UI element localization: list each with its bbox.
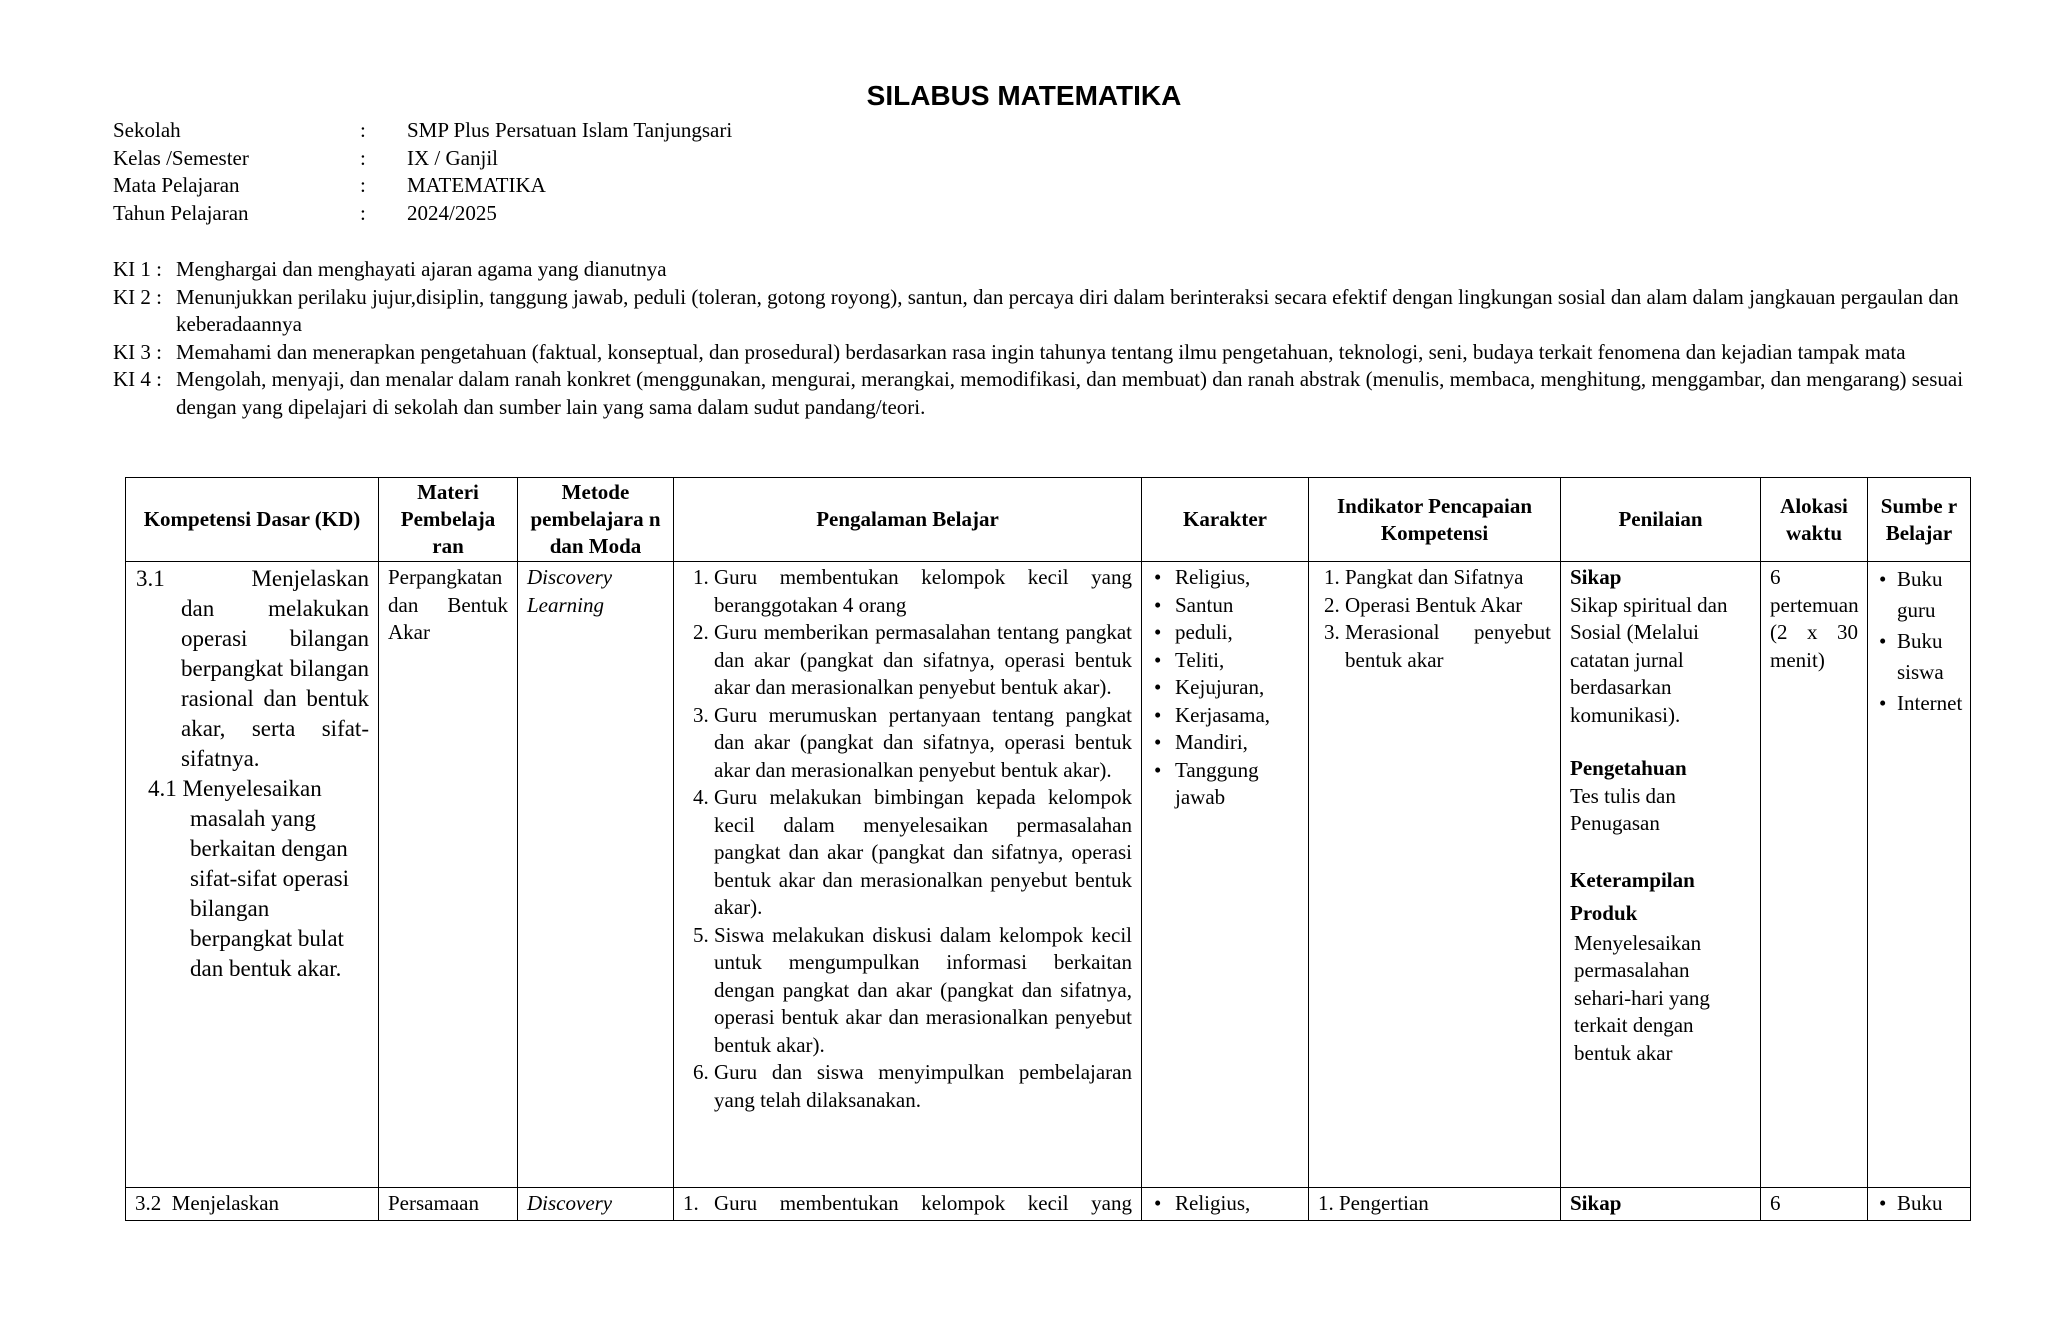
sumber-list <box>1877 1190 1961 1218</box>
meta-row-sekolah <box>113 117 732 145</box>
sumber-list <box>1877 564 1961 719</box>
meta-row-kelas <box>113 145 732 173</box>
materi-cell: Perpangkatan dan Bentuk Akar <box>379 562 518 1188</box>
pengalaman-list <box>683 564 1132 1114</box>
kd-cell <box>126 562 379 1188</box>
indikator-cell: 1. Pengertian <box>1309 1188 1561 1221</box>
list-item: • Kejujuran, <box>1175 674 1299 702</box>
table-header-row <box>126 478 1971 562</box>
ki-number: KI 1 : <box>113 257 162 281</box>
header-materi: Materi Pembelaja ran <box>379 478 518 562</box>
meta-colon: : <box>360 145 366 170</box>
karakter-list <box>1151 564 1299 812</box>
ki-text: Mengolah, menyaji, dan menalar dalam ranah konkret (menggunakan, mengurai, merangkai, memodifikasi, dan membuat) dan ranah abstrak (menulis, membaca, menghitung, menggambar, dan mengarang) sesuai dengan yang dipelajari di sekolah dan sumber lain yang sama dalam sudut pandang/teori. <box>176 367 1964 419</box>
list-item: 1. Pangkat dan Sifatnya <box>1345 564 1551 592</box>
ki-text: Memahami dan menerapkan pengetahuan (faktual, konseptual, dan prosedural) berdasarkan rasa ingin tahunya tentang ilmu pengetahuan, teknologi, seni, budaya terkait fenomena dan kejadian tampak mata <box>176 339 1906 364</box>
indikator-list <box>1318 564 1551 674</box>
kd-text: dan melakukan operasi bilangan berpangkat bilangan rasional dan bentuk akar, serta sifat-sifatnya. <box>181 596 369 771</box>
meta-label: Mata Pelajaran <box>113 173 240 197</box>
karakter-list <box>1151 1190 1299 1218</box>
kd-number: 3.1 <box>136 566 165 591</box>
header-indikator: Indikator Pencapaian Kompetensi <box>1309 478 1561 562</box>
list-item: 3. Guru merumuskan pertanyaan tentang pangkat dan akar (pangkat dan sifatnya, operasi bentuk akar dan merasionalkan penyebut bentuk akar). <box>714 702 1132 785</box>
penilaian-cell: Sikap <box>1561 1188 1761 1221</box>
meta-value: IX / Ganjil <box>407 145 498 170</box>
page-title: SILABUS MATEMATIKA <box>866 80 1182 111</box>
header-karakter: Karakter <box>1142 478 1309 562</box>
sumber-cell <box>1868 1188 1971 1221</box>
penilaian-heading: Keterampilan <box>1570 867 1695 892</box>
header-penilaian: Penilaian <box>1561 478 1761 562</box>
karakter-cell <box>1142 562 1309 1188</box>
list-item: • Religius, <box>1175 564 1299 592</box>
penilaian-text: Tes tulis dan Penugasan <box>1570 783 1676 835</box>
kd-number: 4.1 <box>148 776 177 801</box>
list-item: • Internet <box>1897 688 1961 719</box>
ki-number: KI 4 : <box>113 367 162 391</box>
list-item: • Religius, <box>1175 1190 1299 1218</box>
kd-first-word: Menyelesaikan <box>182 776 322 801</box>
kd-item-4-1 <box>136 774 369 984</box>
list-item: 1. Guru membentukan kelompok kecil yang beranggotakan 4 orang <box>714 564 1132 619</box>
penilaian-heading: Produk <box>1570 900 1638 925</box>
meta-label: Sekolah <box>113 118 181 142</box>
list-item: • Teliti, <box>1175 647 1299 675</box>
meta-row-tahun <box>113 200 732 228</box>
identity-block <box>113 117 732 227</box>
penilaian-heading: Sikap <box>1570 565 1622 589</box>
metode-cell: Discovery Learning <box>518 562 674 1188</box>
list-number: 1. <box>683 1191 699 1215</box>
kd-item-3-1 <box>136 564 369 774</box>
kd-first-word: Menjelaskan <box>251 566 369 591</box>
list-item: • Santun <box>1175 592 1299 620</box>
list-item: • Kerjasama, <box>1175 702 1299 730</box>
header-metode: Metode pembelajara n dan Moda <box>518 478 674 562</box>
list-item: • Buku <box>1897 1190 1961 1218</box>
ki-number: KI 3 : <box>113 339 162 364</box>
karakter-cell <box>1142 1188 1309 1221</box>
syllabus-table <box>125 477 1971 1221</box>
list-item: 3. Merasional penyebut bentuk akar <box>1345 619 1551 674</box>
table-row <box>126 1188 1971 1221</box>
table-row <box>126 562 1971 1188</box>
meta-label: Tahun Pelajaran <box>113 200 249 225</box>
meta-row-mapel <box>113 172 732 200</box>
ki-item <box>113 284 1973 339</box>
alokasi-cell: 6 pertemuan (2 x 30 menit) <box>1761 562 1868 1188</box>
meta-value: SMP Plus Persatuan Islam Tanjungsari <box>407 118 733 142</box>
metode-cell: Discovery <box>518 1188 674 1221</box>
indikator-cell <box>1309 562 1561 1188</box>
ki-text: Menunjukkan perilaku jujur,disiplin, tanggung jawab, peduli (toleran, gotong royong), santun, dan percaya diri dalam berinteraksi secara efektif dengan lingkungan sosial dan alam dalam jangkauan pergaulan dan keberadaannya <box>176 284 1959 336</box>
list-item: • Tanggung jawab <box>1175 757 1299 812</box>
meta-colon: : <box>360 200 366 225</box>
kd-text: masalah yang berkaitan dengan sifat-sifat operasi bilangan berpangkat bulat dan bentuk akar. <box>190 806 350 981</box>
meta-label: Kelas /Semester <box>113 145 249 170</box>
list-item: 2. Operasi Bentuk Akar <box>1345 592 1551 620</box>
header-kd: Kompetensi Dasar (KD) <box>126 478 379 562</box>
list-item: 5. Siswa melakukan diskusi dalam kelompok kecil untuk mengumpulkan informasi berkaitan dengan pangkat dan akar (pangkat dan sifatnya, operasi bentuk akar dan merasionalkan penyebut bentuk akar). <box>714 922 1132 1060</box>
meta-colon: : <box>360 118 366 142</box>
ki-item <box>113 366 1973 421</box>
materi-cell: Persamaan <box>379 1188 518 1221</box>
list-item: Guru membentukan kelompok kecil yang <box>714 1191 1132 1215</box>
core-competency-list <box>113 256 1973 421</box>
penilaian-heading: Pengetahuan <box>1570 756 1687 780</box>
kd-cell: 3.2 Menjelaskan <box>126 1188 379 1221</box>
ki-text: Menghargai dan menghayati ajaran agama yang dianutnya <box>176 257 667 281</box>
ki-item <box>113 339 1973 367</box>
list-item: 6. Guru dan siswa menyimpulkan pembelajaran yang telah dilaksanakan. <box>714 1059 1132 1114</box>
pengalaman-cell <box>674 562 1142 1188</box>
penilaian-cell <box>1561 562 1761 1188</box>
alokasi-cell: 6 <box>1761 1188 1868 1221</box>
header-alokasi: Alokasi waktu <box>1761 478 1868 562</box>
header-pengalaman: Pengalaman Belajar <box>674 478 1142 562</box>
list-item: • Buku guru <box>1897 564 1961 626</box>
meta-colon: : <box>360 173 366 197</box>
sumber-cell <box>1868 562 1971 1188</box>
ki-item <box>113 256 1973 284</box>
list-item: 4. Guru melakukan bimbingan kepada kelompok kecil dalam menyelesaikan permasalahan pangkat dan akar (pangkat dan sifatnya, operasi bentuk akar dan merasionalkan penyebut bentuk akar). <box>714 784 1132 922</box>
penilaian-text: Sikap spiritual dan Sosial (Melalui catatan jurnal berdasarkan komunikasi). <box>1570 592 1728 727</box>
pengalaman-cell <box>674 1188 1142 1221</box>
list-item: 2. Guru memberikan permasalahan tentang pangkat dan akar (pangkat dan sifatnya, operasi bentuk akar dan merasionalkan penyebut bentuk akar). <box>714 619 1132 702</box>
list-item: • peduli, <box>1175 619 1299 647</box>
header-sumber: Sumbe r Belajar <box>1868 478 1971 562</box>
meta-value: MATEMATIKA <box>407 173 546 197</box>
penilaian-text: Menyelesaikan permasalahan sehari-hari yang terkait dengan bentuk akar <box>1574 930 1710 1065</box>
list-item: • Mandiri, <box>1175 729 1299 757</box>
list-item: • Buku siswa <box>1897 626 1961 688</box>
meta-value: 2024/2025 <box>407 200 497 225</box>
ki-number: KI 2 : <box>113 284 162 309</box>
